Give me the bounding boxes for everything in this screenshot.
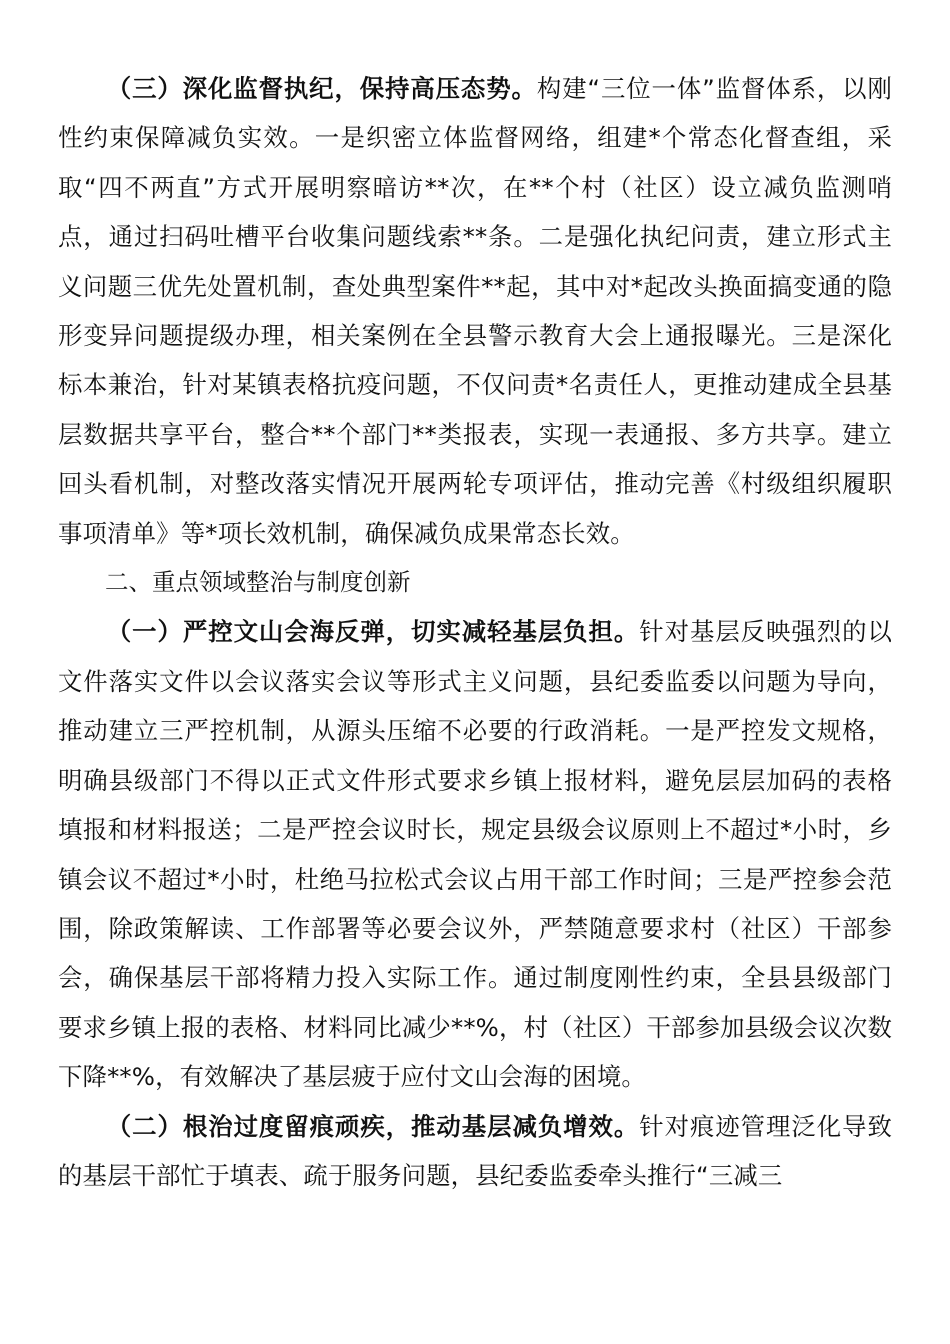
section-three-body: 构建“三位一体”监督体系，以刚性约束保障减负实效。一是织密立体监督网络，组建*个常态化督查组，采取“四不两直”方式开展明察暗访**次，在**个村（社区）设立减负监测哨点，通过扫码吐槽平台收集问题线索**条。二是强化执纪问责，建立形式主义问题三优先处置机制，查处典型案件**起，其中对*起改头换面搞变通的隐形变异问题提级办理，相关案例在全县警示教育大会上通报曝光。三是深化标本兼治，针对某镇表格抗疫问题，不仅问责*名责任人，更推动建成全县基层数据共享平台，整合**个部门**类报表，实现一表通报、多方共享。建立回头看机制，对整改落实情况开展两轮专项评估，推动完善《村级组织履职事项清单》等*项长效机制，确保减负成果常态长效。 xyxy=(58,74,892,548)
section-three-lead: （三）深化监督执纪，保持高压态势。 xyxy=(106,74,537,103)
section-three-paragraph xyxy=(58,64,892,558)
subsection-one-paragraph xyxy=(58,607,892,1101)
subsection-two-paragraph xyxy=(58,1102,892,1201)
subsection-one-lead: （一）严控文山会海反弹，切实减轻基层负担。 xyxy=(106,617,640,647)
subsection-two-body: 针对痕迹管理泛化导致的基层干部忙于填表、疏于服务问题，县纪委监委牵头推行“三减三 xyxy=(58,1111,892,1190)
subsection-two-lead: （二）根治过度留痕顽疾，推动基层减负增效。 xyxy=(106,1111,640,1141)
document-body xyxy=(58,64,892,1200)
subsection-one-body: 针对基层反映强烈的以文件落实文件以会议落实会议等形式主义问题，县纪委监委以问题为导向，推动建立三严控机制，从源头压缩不必要的行政消耗。一是严控发文规格，明确县级部门不得以正式文件形式要求乡镇上报材料，避免层层加码的表格填报和材料报送；二是严控会议时长，规定县级会议原则上不超过*小时，乡镇会议不超过*小时，杜绝马拉松式会议占用干部工作时间；三是严控参会范围，除政策解读、工作部署等必要会议外，严禁随意要求村（社区）干部参会，确保基层干部将精力投入实际工作。通过制度刚性约束，全县县级部门要求乡镇上报的表格、材料同比减少**%，村（社区）干部参加县级会议次数下降**%，有效解决了基层疲于应付文山会海的困境。 xyxy=(58,617,892,1092)
heading-two: 二、重点领域整治与制度创新 xyxy=(105,568,411,597)
